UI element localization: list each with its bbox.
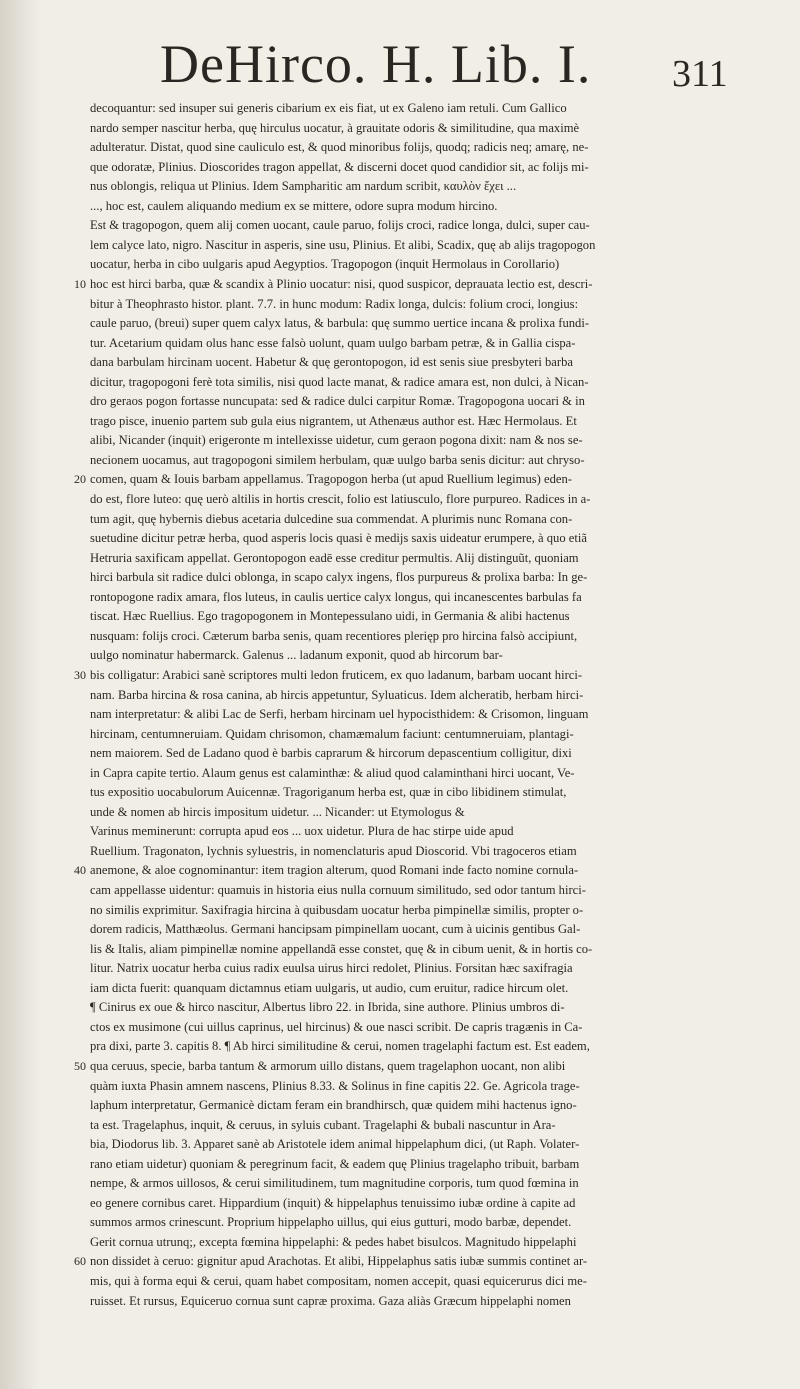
page-number: 311 <box>672 53 728 95</box>
text-line: do est, flore luteo: quę uerò altilis in hortis crescit, folio est latiusculo, flore purpureo. Radices in a- <box>90 492 591 506</box>
text-line: anemone, & aloe cognominantur: item tragion alterum, quod Romani inde facto nomine cornula- <box>90 863 579 878</box>
text-line: in Capra capite tertio. Alaum genus est calaminthæ: & aliud quod calaminthani hirci uocant, Ve- <box>90 765 575 780</box>
text-line: hircinam, centumneruiam. Quidam chrisomon, chamæmalum faciunt: centumneruiam, plantagi- <box>90 726 574 741</box>
text-line: iam dicta fuerit: quanquam dictamnus etiam uulgaris, ut audio, cum eruitur, radice hircum olet. <box>90 980 569 995</box>
text-line: Varinus meminerunt: corrupta apud eos ... uox uidetur. Plura de hac stirpe uide apud <box>90 824 514 839</box>
text-line: ta est. Tragelaphus, inquit, & ceruus, in syluis cubant. Tragelaphi & bubali nascuntur in Ara- <box>90 1117 556 1132</box>
text-line: rontopogone radix amara, flos luteus, in caulis uertice calyx longus, qui incanescentes barbulas fa <box>90 589 582 604</box>
text-line: Est & tragopogon, quem alij comen uocant, caule paruo, folijs croci, radice longa, dulci, super cau- <box>90 218 590 233</box>
text-line: dana barbulam hircinam uocent. Habetur & quę gerontopogon, id est senis siue presbyteri barba <box>90 355 573 370</box>
text-line: litur. Natrix uocatur herba cuius radix euulsa uirus hirci redolet, Plinius. Forsitan hæc saxifragia <box>90 961 573 976</box>
text-line: ¶ Cinirus ex oue & hirco nascitur, Albertus libro 22. in Ibrida, sine authore. Plinius umbros di- <box>90 1000 565 1015</box>
text-line: no similis exprimitur. Saxifragia hircina à quibusdam uocatur herba pimpinellæ similis, propter o- <box>90 902 584 917</box>
text-line: nam interpretatur: & alibi Lac de Serfi, herbam hircinam uel hypocisthidem: & Crisomon, linguam <box>90 707 589 722</box>
line-number-marker: 40 <box>74 863 86 878</box>
text-line: suetudine dicitur petræ herba, quod asperis locis quasi è medijs saxis uideatur erumpere, à quo etiã <box>90 531 587 546</box>
text-line: trago pisce, inuenio partem sub gula eius nigrantem, ut Athenæus author est. Hæc Hermolaus. Et <box>90 413 577 428</box>
page-header <box>0 28 800 98</box>
text-line: Hetruria saxificam appellat. Gerontopogon eadē esse creditur permultis. Alij distinguũt, quoniam <box>90 550 579 565</box>
main-text-block <box>58 100 770 1308</box>
text-line: nusquam: folijs croci. Cæterum barba senis, quam recentiores plerięp pro hircina falsò accipiunt, <box>90 628 578 643</box>
text-line: bia, Diodorus lib. 3. Apparet sanè ab Aristotele idem animal hippelaphum dici, (ut Raph. Volater- <box>90 1137 580 1152</box>
text-line: hoc est hirci barba, quæ & scandix à Plinio uocatur: nisi, quod suspicor, deprauata lectio est, descri- <box>90 276 593 291</box>
line-number-marker: 60 <box>74 1254 86 1269</box>
text-line: nardo semper nascitur herba, quę hirculus uocatur, à grauitate odoris & similitudine, qua maximè <box>90 120 580 135</box>
text-line: decoquantur: sed insuper sui generis cibarium ex eis fiat, ut ex Galeno iam retuli. Cum Gallico <box>90 101 567 115</box>
text-line: rano etiam uidetur) quoniam & peregrinum facit, & eadem quę Plinius tragelapho tribuit, barbam <box>90 1156 580 1171</box>
line-number-marker: 50 <box>74 1058 86 1073</box>
text-line: dicitur, tragopogoni ferè tota similis, nisi quod lacte manat, & radice amara est, non dulci, à Nican- <box>90 374 589 389</box>
text-line: dro geraos pogon fortasse nuncupata: sed & radice dulci carpitur Romæ. Tragopogona uocari & in <box>90 394 585 409</box>
text-line: ..., hoc est, caulem aliquando medium ex se mittere, odore supra modum hircino. <box>90 198 498 213</box>
line-number-marker: 10 <box>74 276 86 291</box>
text-line: adulteratur. Distat, quod sine cauliculo est, & quod minoribus folijs, quodq; radicis neq; amarę, ne- <box>90 140 589 155</box>
text-line: qua ceruus, specie, barba tantum & armorum uillo distans, quem tragelaphon uocant, non alibi <box>90 1058 566 1073</box>
page-gutter-shadow <box>0 0 40 1389</box>
text-line: alibi, Nicander (inquit) erigeronte m intellexisse uidetur, cum geraon pogona dixit: nam & nos se- <box>90 433 583 448</box>
text-line: uulgo nominatur habermarck. Galenus ... ladanum exponit, quod ab hircorum bar- <box>90 648 503 663</box>
text-line: summos armos crinescunt. Proprium hippelapho uillus, qui eius gutturi, modo barbæ, dependet. <box>90 1215 572 1230</box>
text-line: dorem radicis, Matthæolus. Germani hancipsam pimpinellam uocant, cum à uicinis gentibus Gal- <box>90 922 581 937</box>
text-line: nem maiorem. Sed de Ladano quod è barbis caprarum & hircorum depascentium colligitur, dixi <box>90 746 572 761</box>
text-line: caule paruo, (breui) super quem calyx latus, & barbula: quę summo uertice incana & prolixa fundi- <box>90 316 590 331</box>
text-line: comen, quam & Iouis barbam appellamus. Tragopogon herba (ut apud Ruellium legimus) eden- <box>90 472 572 487</box>
text-line: Ruellium. Tragonaton, lychnis syluestris, in nomenclaturis apud Dioscorid. Vbi tragoceros etiam <box>90 843 577 858</box>
running-head: DeHirco. H. Lib. I. <box>160 34 592 94</box>
text-line: tum agit, quę hybernis diebus acetaria dulcedine sua commendat. A plurimis nunc Romana con- <box>90 511 573 526</box>
text-line: pra dixi, parte 3. capitis 8. ¶ Ab hirci similitudine & cerui, nomen tragelaphi factum est. Est eadem, <box>90 1039 590 1054</box>
text-line: bis colligatur: Arabici sanè scriptores multi ledon fruticem, ex quo ladanum, barbam uocant hirci- <box>90 667 583 682</box>
text-line: laphum interpretatur, Germanicè dictam feram ein brandhirsch, quæ quidem mihi hactenus igno- <box>90 1098 577 1113</box>
line-number-marker: 30 <box>74 667 86 682</box>
text-line: unde & nomen ab hircis impositum uidetur. ... Nicander: ut Etymologus & <box>90 804 465 819</box>
text-line: hirci barbula sit radice dulci oblonga, in scapo calyx ingens, flos purpureus & prolixa barba: In ge- <box>90 570 588 585</box>
text-line: eo genere cornibus caret. Hippardium (inquit) & hippelaphus tenuissimo iubæ ordine à capite ad <box>90 1195 576 1210</box>
text-line: nempe, & armos uillosos, & cerui similitudinem, tum magnitudine corporis, tum quod fœmina in <box>90 1176 579 1191</box>
text-line: tur. Acetarium quidam olus hanc esse falsò uolunt, quam uulgo barbam petræ, & in Gallia cispa- <box>90 335 576 350</box>
text-line: cam appellasse uidentur: quamuis in historia eius nulla cornuum similitudo, sed odor tantum hirci- <box>90 883 586 897</box>
text-line: uocatur, herba in cibo uulgaris apud Aegyptios. Tragopogon (inquit Hermolaus in Corollario) <box>90 257 560 272</box>
text-line: ctos ex musimone (cui uillus caprinus, uel hircinus) & oue nasci scribit. De capris tragænis in Ca- <box>90 1019 583 1034</box>
text-line: tiscat. Hæc Ruellius. Ego tragopogonem in Montepessulano uidi, in Germania & alibi hactenus <box>90 609 570 624</box>
text-line: nus oblongis, reliqua ut Plinius. Idem Sampharitic am nardum scribit, καυλὸν ἔχει ... <box>90 179 517 194</box>
line-number-marker: 20 <box>74 472 86 487</box>
text-line: nam. Barba hircina & rosa canina, ab hircis appetuntur, Syluaticus. Idem alcheratib, herbam hirci- <box>90 687 584 702</box>
text-line: lem calyce lato, nigro. Nascitur in asperis, sine usu, Plinius. Et alibi, Scadix, quę ab alijs tragopogon <box>90 237 596 252</box>
text-line: mis, qui à forma equi & cerui, quam habet compositam, nomen accepit, quasi equicerurus dici me- <box>90 1274 587 1288</box>
text-line: ruisset. Et rursus, Equiceruo cornua sunt capræ proxima. Gaza aliàs Græcum hippelaphi nomen <box>90 1293 571 1308</box>
text-line: lis & Italis, aliam pimpinellæ nomine appellandã esse constet, quę & in cibum uenit, & in hortis co- <box>90 941 593 956</box>
text-line: tus expositio uocabulorum Auicennæ. Tragoriganum herba est, quæ in cibo libidinem stimulat, <box>90 785 567 800</box>
text-line: quàm iuxta Phasin amnem nascens, Plinius 8.33. & Solinus in fine capitis 22. Ge. Agricola trage- <box>90 1078 580 1093</box>
text-line: bitur à Theophrasto histor. plant. 7.7. in hunc modum: Radix longa, dulcis: folium croci, longius: <box>90 296 579 311</box>
text-line: non dissidet à ceruo: gignitur apud Arachotas. Et alibi, Hippelaphus satis iubæ summis continet ar- <box>90 1254 588 1269</box>
text-line: Gerit cornua utrunq;, excepta fœmina hippelaphi: & pedes habet bisulcos. Magnitudo hippelaphi <box>90 1234 577 1249</box>
text-line: que odoratæ, Plinius. Dioscorides tragon appellat, & discerni docet quod candidior sit, ac folijs mi- <box>90 159 589 174</box>
text-line: necionem uocamus, aut tragopogoni similem herbulam, quæ uulgo barba senis dicitur: aut chryso- <box>90 452 585 467</box>
